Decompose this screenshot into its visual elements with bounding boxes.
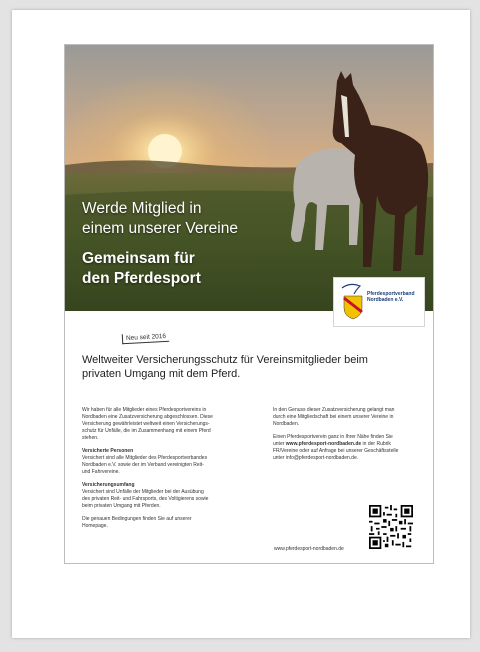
headline-line: den Pferdesport [82,270,201,287]
text-line: Einen Pferdesportverein ganz in Ihrer Nähe finden Sie [273,434,393,440]
text-line: schutz für Unfälle, die im Zusammenhang mit einem Pferd [82,428,211,434]
insurance-subheading [82,353,422,381]
text-line: Nordbaden e.V. sowie der im Verband vereinigten Reit- [82,462,204,468]
logo-line: Nordbaden e.V. [367,297,404,303]
insurance-scope-section [82,482,252,510]
text-fragment: in der Rubrik [361,441,391,447]
text-line [273,441,423,448]
insured-persons-heading: Versicherte Personen [82,448,134,454]
text-line: In den Genuss dieser Zusatzversicherung gelangt man [273,407,395,413]
subhead-line: privaten Umgang mit dem Pferd. [82,368,241,380]
subhead-line: Weltweiter Versicherungsschutz für Vereinsmitglieder beim [82,354,368,366]
text-line: Versichert sind Unfälle der Mitglieder bei der Ausübung [82,489,204,495]
text-line: stehen. [82,435,99,441]
text-fragment: unter [273,441,286,447]
text-line: und Fahrvereine. [82,469,120,475]
text-line: Wir haben für alle Mitglieder eines Pferdesportvereins in [82,407,207,413]
text-line: durch eine Mitgliedschaft bei einem unserer Vereine in [273,414,394,420]
headline-line: Gemeinsam für [82,250,195,267]
document-page [12,10,470,638]
text-line: Nordbaden. [273,421,300,427]
text-line: unter info@pferdesport-nordbaden.de. [273,455,359,461]
headline-together [82,249,201,289]
insured-persons-section [82,448,252,476]
text-line: Die genauen Bedingungen finden Sie auf unserer [82,516,192,522]
insurance-scope-heading: Versicherungsumfang [82,482,135,488]
find-club-paragraph [273,434,423,462]
right-column [273,407,423,468]
text-line: Nordbaden eine Zusatzversicherung abgeschlossen. Diese [82,414,213,420]
association-logo [333,277,425,327]
text-line: FR/Vereine oder auf Anfrage bei unserer Geschäftsstelle [273,448,399,454]
flyer [64,44,434,564]
logo-wordmark [367,291,415,303]
text-line: des privaten Reit- und Fahrsports, des Voltigierens sowie [82,496,209,502]
text-line: Versicherung gewährleistet weltweit einen Versicherungs- [82,421,210,427]
left-column [82,407,252,536]
website-link[interactable]: www.pferdesport-nordbaden.de [285,441,362,447]
text-line: beim privaten Umgang mit Pferden. [82,503,161,509]
headline-line: einem unserer Vereine [82,220,238,237]
qr-code [369,505,413,549]
text-line: Homepage. [82,523,108,529]
headline-line: Werde Mitglied in [82,200,202,217]
new-since-badge: Neu seit 2016 [122,332,170,344]
intro-paragraph [82,407,252,442]
footer-url[interactable]: www.pferdesport-nordbaden.de [274,546,344,552]
hero-image [65,45,433,311]
membership-paragraph [273,407,423,428]
logo-line: Pferdesportverband [367,291,415,297]
text-line: Versichert sind alle Mitglieder des Pferdesportverbandes [82,455,208,461]
conditions-paragraph [82,516,252,530]
headline-membership [82,199,238,239]
